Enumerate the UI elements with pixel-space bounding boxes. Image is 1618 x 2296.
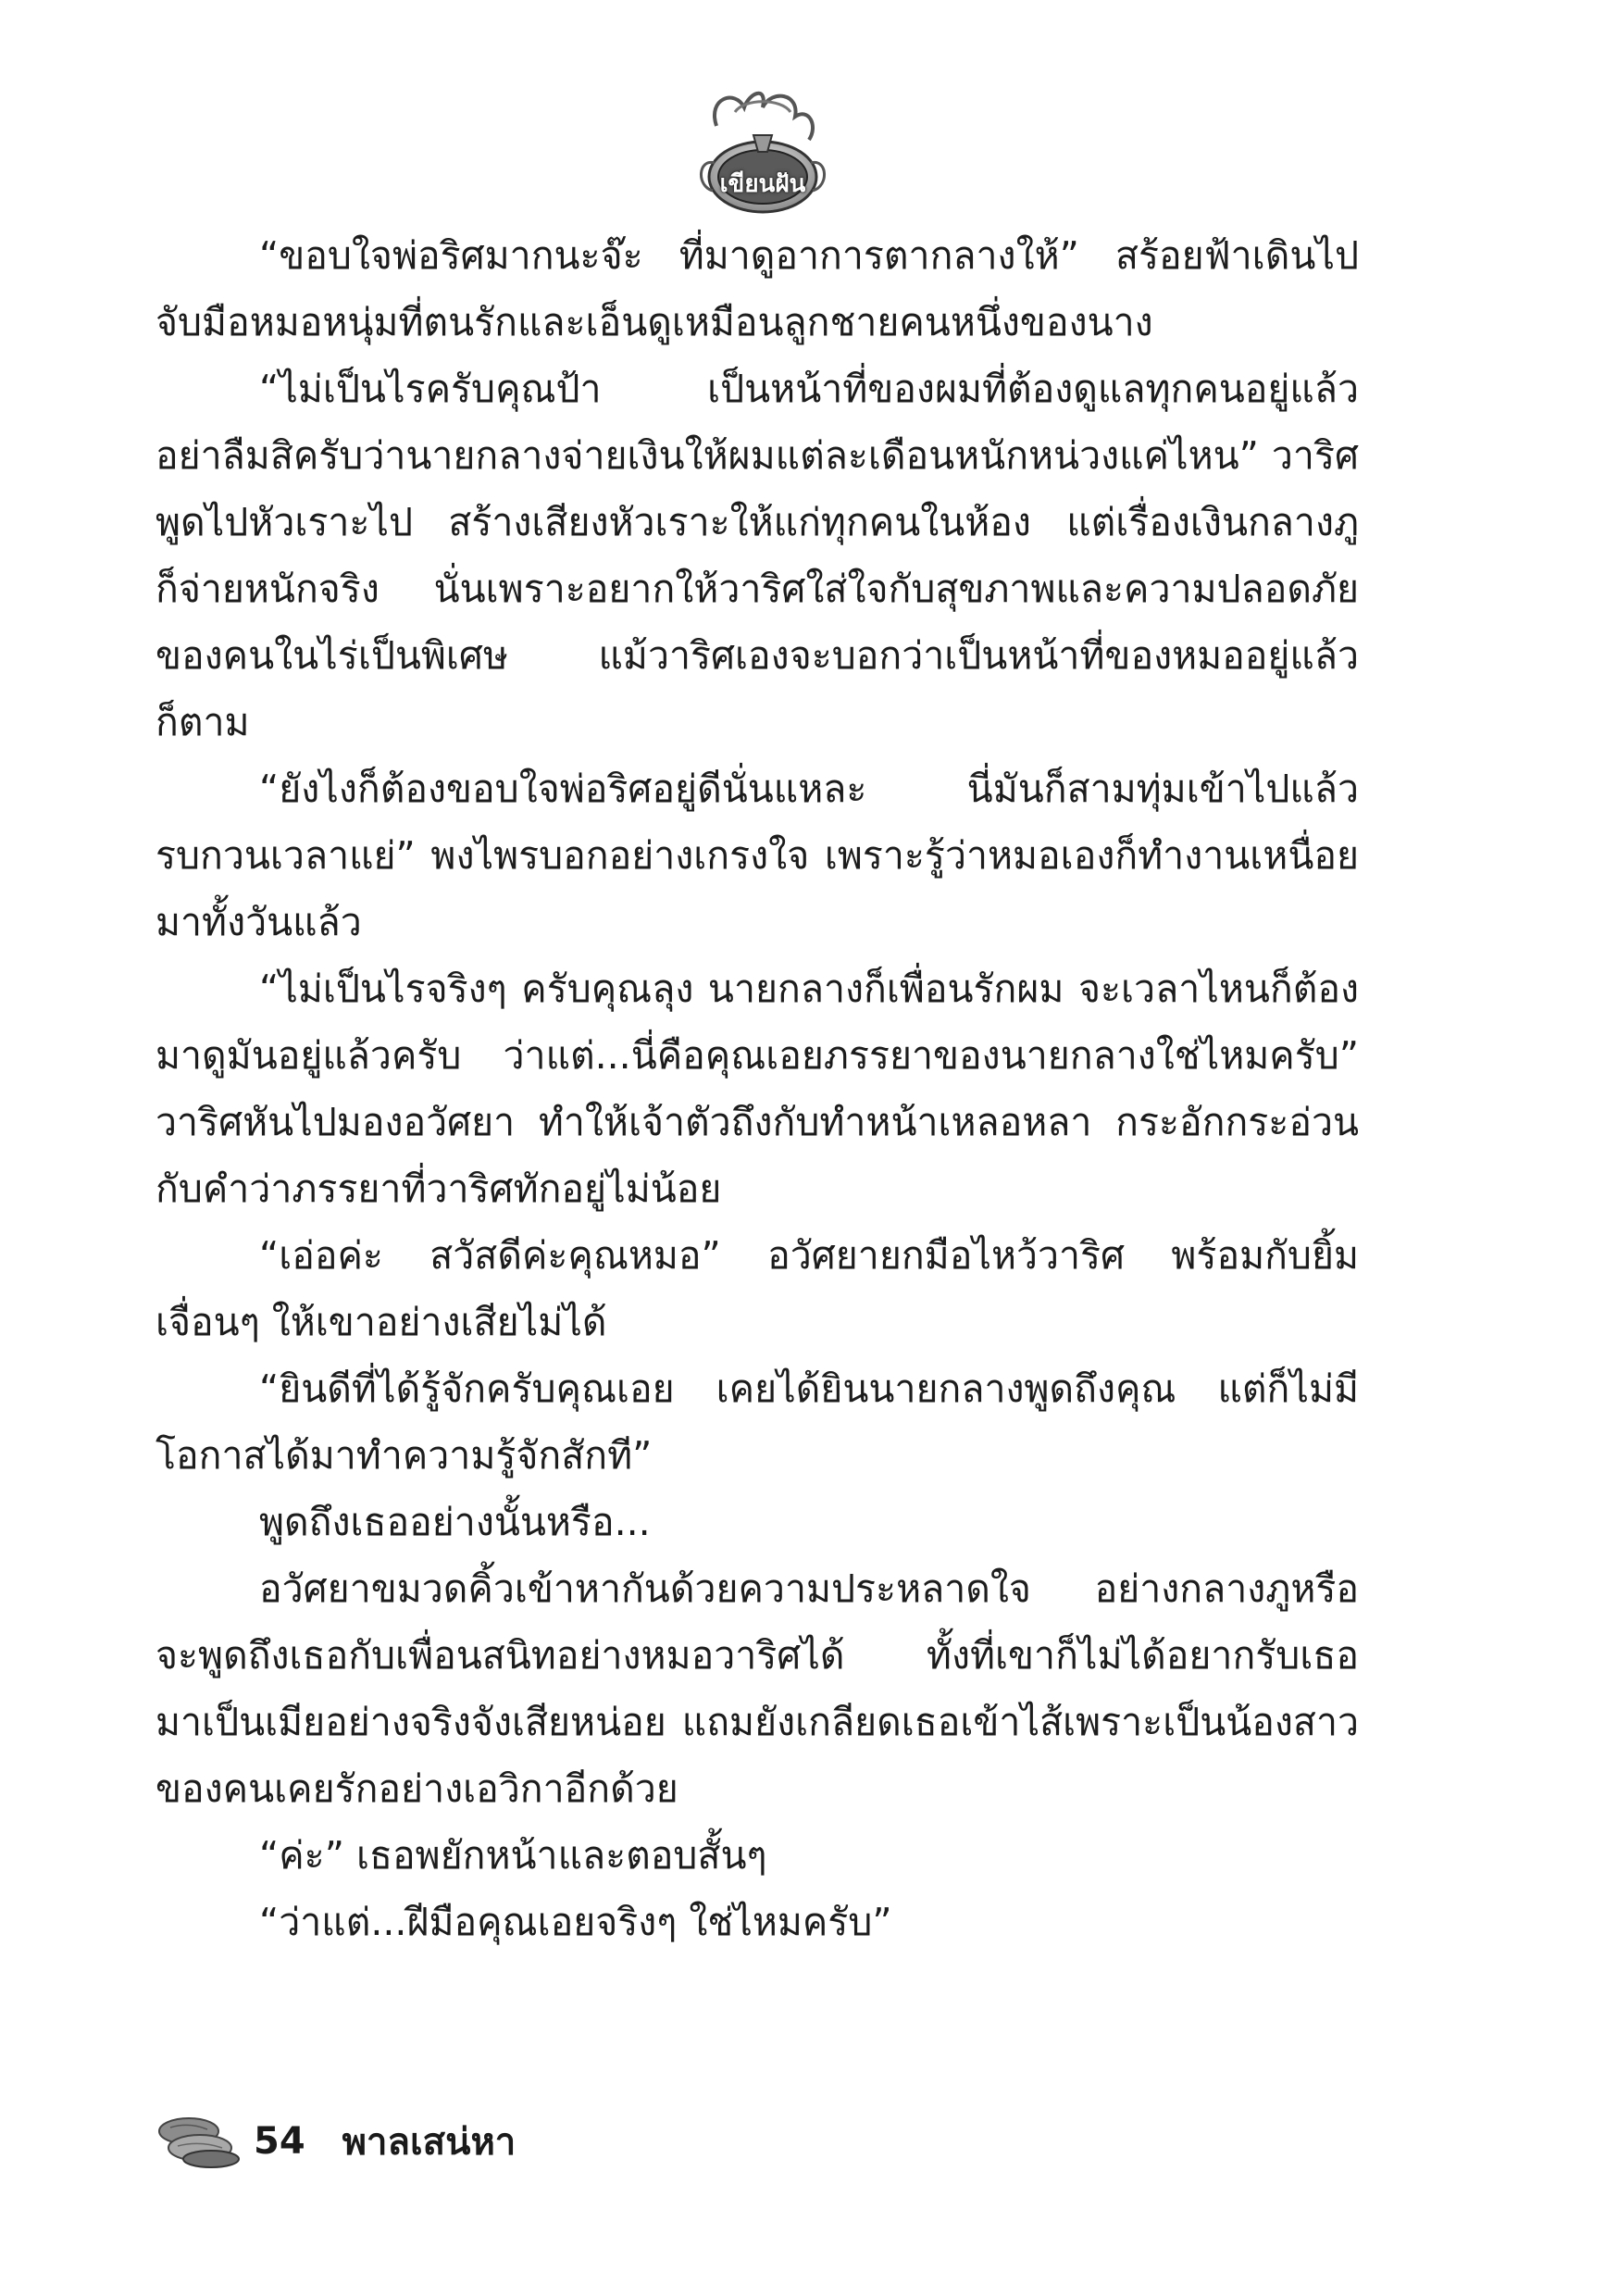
text-line: “ไม่เป็นไรจริงๆ ครับคุณลุง นายกลางก็เพื่อนรักผม จะเวลาไหนก็ต้อง (259, 967, 1359, 1011)
text-line: วาริศหันไปมองอวัศยา ทำให้เจ้าตัวถึงกับทำหน้าเหลอหลา กระอักกระอ่วน (156, 1100, 1359, 1144)
text-line: อวัศยาขมวดคิ้วเข้าหากันด้วยความประหลาดใจ อย่างกลางภูหรือ (259, 1566, 1359, 1611)
text-line: ของคนในไร่เป็นพิเศษ แม้วาริศเองจะบอกว่าเป็นหน้าที่ของหมออยู่แล้ว (156, 633, 1359, 678)
text-line: พูดถึงเธออย่างนั้นหรือ... (259, 1500, 651, 1544)
text-line: “เอ่อค่ะ สวัสดีค่ะคุณหมอ” อวัศยายกมือไหว้วาริศ พร้อมกับยิ้ม (259, 1233, 1359, 1278)
text-line: “ยินดีที่ได้รู้จักครับคุณเอย เคยได้ยินนายกลางพูดถึงคุณ แต่ก็ไม่มี (259, 1366, 1359, 1411)
book-title: พาลเสน่หา (342, 2121, 517, 2164)
text-line: อย่าลืมสิครับว่านายกลางจ่ายเงินให้ผมแต่ละเดือนหนักหน่วงแค่ไหน” วาริศ (156, 433, 1359, 478)
text-line: ก็ตาม (156, 700, 250, 744)
text-line: รบกวนเวลาแย่” พงไพรบอกอย่างเกรงใจ เพราะรู้ว่าหมอเองก็ทำงานเหนื่อย (156, 833, 1359, 878)
page-number: 54 (254, 2120, 305, 2163)
text-line: “ไม่เป็นไรครับคุณป้า เป็นหน้าที่ของผมที่ต้องดูแลทุกคนอยู่แล้ว (259, 367, 1359, 411)
text-line: มาดูมันอยู่แล้วครับ ว่าแต่...นี่คือคุณเอยภรรยาของนายกลางใช่ไหมครับ” (156, 1033, 1359, 1078)
text-line: มาทั้งวันแล้ว (156, 900, 362, 944)
peanut-icon (156, 2115, 244, 2168)
body-text (156, 222, 1359, 1955)
text-line: พูดไปหัวเราะไป สร้างเสียงหัวเราะให้แก่ทุกคนในห้อง แต่เรื่องเงินกลางภู (156, 500, 1359, 544)
text-line: เจื่อนๆ ให้เขาอย่างเสียไม่ได้ (156, 1300, 607, 1344)
text-line: กับคำว่าภรรยาที่วาริศทักอยู่ไม่น้อย (156, 1167, 722, 1211)
text-line: จับมือหมอหนุ่มที่ตนรักและเอ็นดูเหมือนลูกชายคนหนึ่งของนาง (156, 300, 1153, 344)
text-line: ก็จ่ายหนักจริง นั่นเพราะอยากให้วาริศใส่ใจกับสุขภาพและความปลอดภัย (156, 567, 1359, 611)
text-line: มาเป็นเมียอย่างจริงจังเสียหน่อย แถมยังเกลียดเธอเข้าไส้เพราะเป็นน้องสาว (156, 1700, 1359, 1744)
page-footer (156, 2109, 516, 2174)
text-line: ของคนเคยรักอย่างเอวิกาอีกด้วย (156, 1766, 678, 1811)
text-line: “ว่าแต่...ฝีมือคุณเอยจริงๆ ใช่ไหมครับ” (259, 1900, 892, 1944)
text-line: “ยังไงก็ต้องขอบใจพ่อริศอยู่ดีนั่นแหละ นี่มันก็สามทุ่มเข้าไปแล้ว (259, 767, 1359, 811)
text-line: โอกาสได้มาทำความรู้จักสักที” (156, 1433, 653, 1478)
text-line: “ค่ะ” เธอพยักหน้าและตอบสั้นๆ (259, 1833, 767, 1878)
text-line: “ขอบใจพ่อริศมากนะจ๊ะ ที่มาดูอาการตากลางให้” สร้อยฟ้าเดินไป (259, 233, 1359, 278)
logo-text: เขียนฝัน (719, 170, 806, 198)
publisher-logo (679, 70, 846, 218)
text-line: จะพูดถึงเธอกับเพื่อนสนิทอย่างหมอวาริศได้ ทั้งที่เขาก็ไม่ได้อยากรับเธอ (156, 1633, 1359, 1678)
